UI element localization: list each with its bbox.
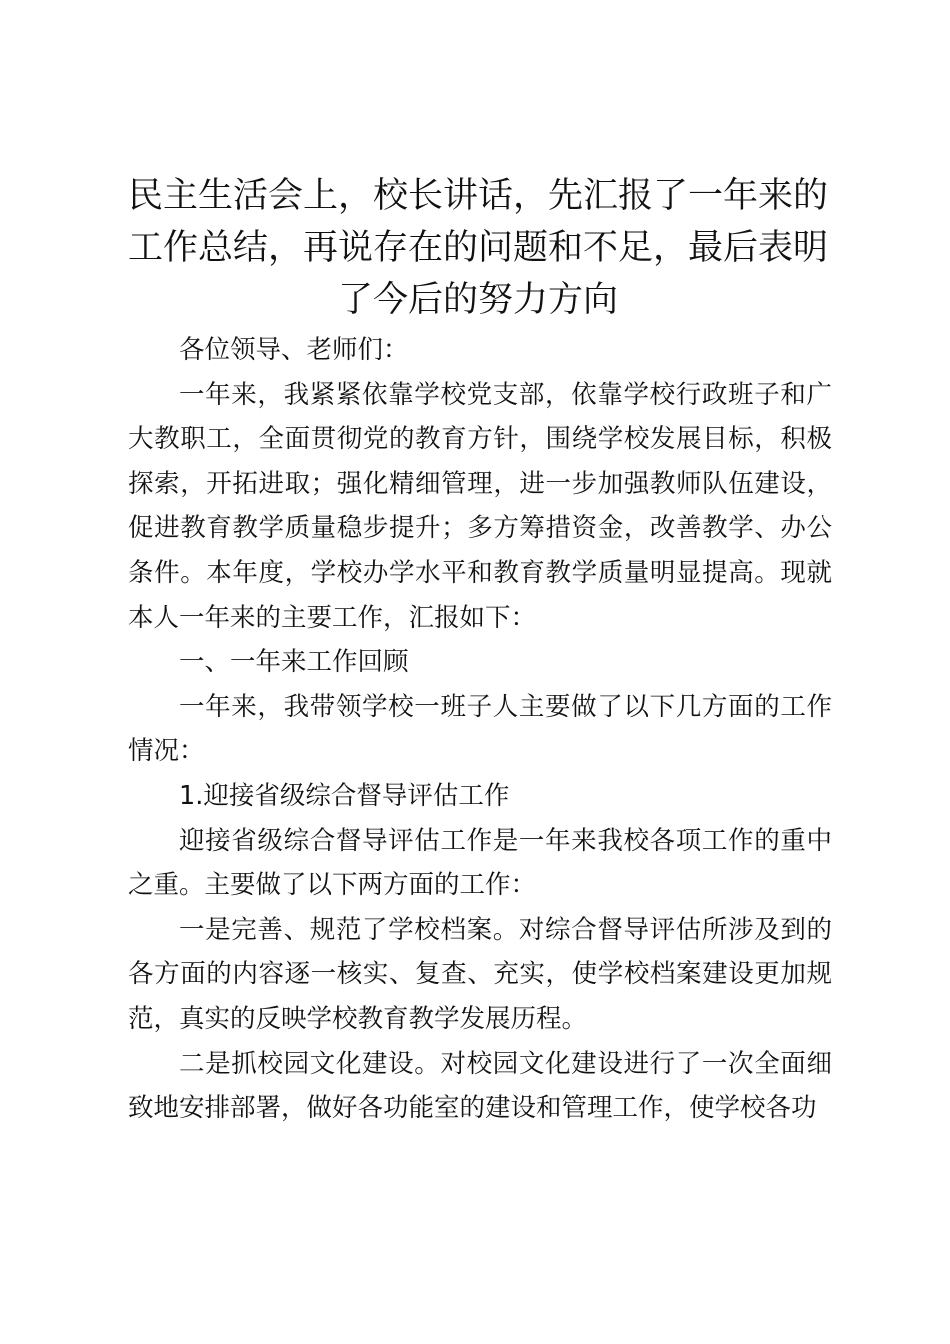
subsection-heading: 1.迎接省级综合督导评估工作	[179, 780, 510, 811]
salutation-paragraph: 各位领导、老师们：	[179, 335, 409, 365]
section-heading: 一、一年来工作回顾	[179, 647, 409, 678]
document-title: 民主生活会上，校长讲话，先汇报了一年来的工作总结，再说存在的问题和不足，最后表明了今后的努力方向	[127, 176, 828, 320]
body-paragraph: 一年来，我紧紧依靠学校党支部，依靠学校行政班子和广大教职工，全面贯彻党的教育方针，围绕学校发展目标，积极探索，开拓进取；强化精细管理，进一步加强教师队伍建设，促进教育教学质量稳步提升；多方筹措资金，改善教学、办公条件。本年度，学校办学水平和教育教学质量明显提高。现就本人一年来的主要工作，汇报如下：	[128, 379, 832, 633]
body-paragraph: 一是完善、规范了学校档案。对综合督导评估所涉及到的各方面的内容逐一核实、复查、充实，使学校档案建设更加规范，真实的反映学校教育教学发展历程。	[128, 914, 832, 1034]
body-paragraph: 迎接省级综合督导评估工作是一年来我校各项工作的重中之重。主要做了以下两方面的工作：	[128, 825, 832, 901]
body-paragraph: 二是抓校园文化建设。对校园文化建设进行了一次全面细致地安排部署，做好各功能室的建设和管理工作，使学校各功	[128, 1048, 832, 1124]
body-paragraph: 一年来，我带领学校一班子人主要做了以下几方面的工作情况：	[128, 691, 832, 767]
document-body	[128, 328, 832, 1131]
